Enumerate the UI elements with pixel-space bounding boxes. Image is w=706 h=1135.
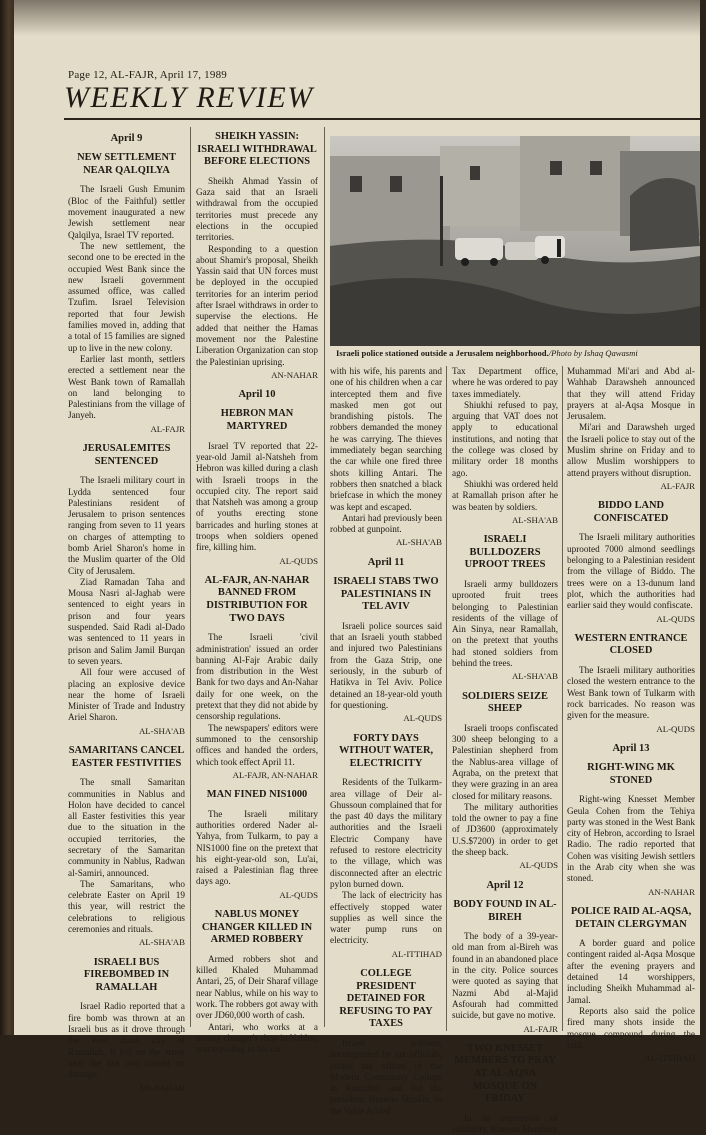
source-credit: AL-QUDS: [656, 723, 695, 734]
paragraph: The Israeli military authorities uprooted 7000 almond seedlings belonging to a Palestinian resident from the village of Biddo. The trees were on a 13-dunum land plot, which the authorities had earlier said they would confiscate.: [567, 532, 695, 611]
source-credit: AL-FAJR: [150, 423, 185, 434]
date-heading: April 10: [238, 389, 276, 401]
paragraph: Armed robbers shot and killed Khaled Muhammad Antari, 25, of Deir Sharaf village near Nablus, while on his way to work. The robbers got away with over JD60,000 worth of cash.: [196, 953, 318, 1021]
headline: NABLUS MONEY CHANGER KILLED IN ARMED ROBBERY: [201, 909, 313, 946]
paragraph: The lack of electricity has effectively stopped water supplies as well since the water pump runs on electricity.: [330, 890, 442, 946]
headline: COLLEGE PRESIDENT DETAINED FOR REFUSING TO PAY TAXES: [339, 968, 433, 1030]
source-credit: AL-QUDS: [403, 713, 442, 724]
paragraph: Israeli soldiers, accompanied by tax officials, raided the offices of the Modern Community College in Ramallah and led the president, Hussein Shiukhi, to the Value Added: [330, 1038, 442, 1116]
headline: SHEIKH YASSIN: ISRAELI WITHDRAWAL BEFORE ELECTIONS: [197, 131, 317, 168]
source-credit: AL-FAJR: [660, 480, 695, 491]
photo-caption: [336, 348, 706, 358]
binder-edge: [0, 0, 14, 1035]
source-credit: AL-ITTIHAD: [644, 1053, 695, 1064]
column-rule: [190, 127, 191, 1027]
headline: ISRAELI BUS FIREBOMBED IN RAMALLAH: [83, 956, 170, 993]
date-heading: April 13: [612, 742, 650, 754]
paragraph: The small Samaritan communities in Nablus and Holon have decided to cancel all Easter festivities this year due to the situation in the occupied territories, the secretary of the Samaritan community in Nablus, Radwan al-Samiri, announced.: [68, 777, 185, 878]
column-rule: [324, 127, 325, 1027]
paragraph: The Israeli military court in Lydda sentenced four Palestinians resident of Jerusalem to prison sentences ranging from seven to 11 years on charges of attempting to bomb Ariel Sharon's home in the Muslim quarter of the Old City of Jerusalem.: [68, 475, 185, 576]
paragraph: Israeli troops confiscated 300 sheep belonging to a Palestinian shepherd from the Nablus-area village of Aqraba, on the pretext that they were grazing in an area closed for military reasons.: [452, 722, 558, 801]
paragraph: The new settlement, the second one to be erected in the occupied West Bank since the new Israeli government assumed office, was called Tzufim. Israel Television reported that four Jewish families moved in, adding that a total of 15 families are signed up to live in the new colony.: [68, 240, 185, 353]
paragraph: Reports also said the police fired many shots inside the mosque compound during the raid.: [567, 1005, 695, 1050]
street-scene-photo: [330, 136, 700, 346]
column-rule: [446, 366, 447, 1031]
headline: RIGHT-WING MK STONED: [587, 762, 675, 786]
date-heading: April 12: [486, 879, 524, 891]
column-5: [567, 366, 695, 1072]
paragraph: Ziad Ramadan Taha and Mousa Nasri al-Jaghab were sentenced to eight years in prison and four years suspended. Said Radi al-Dado was sentenced to 11 years in prison and Salim Jamil Burqan to seven years.: [68, 576, 185, 666]
paragraph: Tax Department office, where he was ordered to pay taxes immediately.: [452, 366, 558, 399]
paragraph: The Israeli Gush Emunim (Bloc of the Faithful) settler movement inaugurated a new Jewish settlement near Qalqilya, Israel TV reported.: [68, 184, 185, 240]
folio-line: Page 12, AL-FAJR, April 17, 1989: [68, 69, 227, 81]
source-credit: AL-QUDS: [279, 555, 318, 566]
source-credit: AL-SHA'AB: [138, 725, 185, 736]
masthead-rule: [64, 118, 700, 120]
source-credit: AN-NAHAR: [648, 886, 695, 897]
paragraph: Shiukhi refused to pay, arguing that VAT does not apply to educational institutions, and noting that the college was closed by military order 18 months ago.: [452, 399, 558, 478]
paragraph: Israeli police sources said that an Israeli youth stabbed and injured two Palestinians from the Gaza Strip, one seriously, in the suburb of Hatikva in Tel Aviv. Police detained an 18-year-old youth for questioning.: [330, 620, 442, 710]
column-4: [452, 366, 558, 1135]
paragraph: Residents of the Tulkarm-area village of Deir al-Ghussoun complained that for the past 40 days the military authorities and the Israeli Electric Company have refused to restore electricity to the village, which was disconnected after an electric pylon burned down.: [330, 777, 442, 889]
paragraph: All four were accused of placing an explosive device near the home of Israeli Minister of Trade and Industry Ariel Sharon.: [68, 667, 185, 723]
source-credit: AL-QUDS: [656, 613, 695, 624]
page-shadow: [14, 0, 700, 40]
paragraph: Mi'ari and Darawsheh urged the Israeli police to stay out of the Muslim shrine on Friday and to allow Muslim worshippers to attend prayers without disruption.: [567, 422, 695, 478]
date-heading: April 11: [367, 556, 405, 568]
photo-credit: /Photo by Ishaq Qawasmi: [548, 348, 638, 358]
headline: JERUSALEMITES SENTENCED: [82, 443, 171, 467]
paragraph: Antari, who works at a money changer's shop in Nablus, was traveling in his car: [196, 1021, 318, 1055]
paragraph: Shiukhi was ordered held at Ramallah prison after he was beaten by soldiers.: [452, 478, 558, 512]
source-credit: AN-NAHAR: [138, 1082, 185, 1093]
source-credit: AL-SHA'AB: [511, 671, 558, 682]
paragraph: Right-wing Knesset Member Geula Cohen from the Tehiya party was stoned in the West Bank city of Hebron, according to Israel Radio. The radio reported that Cohen was visiting Jewish settlers in the Arab city when she was stoned.: [567, 794, 695, 884]
paragraph: Israel Radio reported that a fire bomb was thrown at an Israeli bus as it drove through the West Bank city of Ramallah. It fell on the street near the bus and caused no damage.: [68, 1001, 185, 1080]
headline: ISRAELI BULLDOZERS UPROOT TREES: [464, 534, 546, 571]
paragraph: Muhammad Mi'ari and Abd al-Wahhab Darawsheh announced that they will attend Friday prayers at al-Aqsa Mosque in Jerusalem.: [567, 366, 695, 422]
paragraph: A border guard and police contingent raided al-Aqsa Mosque after the evening prayers and detained 14 worshippers, including Sheikh Muhammad al-Jamal.: [567, 938, 695, 1005]
paragraph: Earlier last month, settlers erected a settlement near the West Bank town of Ramallah on land belonging to Palestinians from the village of Janyeh.: [68, 353, 185, 421]
paragraph: Israel TV reported that 22-year-old Jamil al-Natsheh from Hebron was killed during a clash with Israeli troops in the occupied city. The report said that Natsheh was among a group of youths erecting stone barricades and hurling stones at troops when soldiers opened fire, killing him.: [196, 440, 318, 553]
news-photo: [330, 136, 700, 346]
source-credit: AL-SHA'AB: [138, 937, 185, 948]
caption-text: Israeli police stationed outside a Jerusalem neighborhood.: [336, 348, 549, 358]
paragraph: Responding to a question about Shamir's proposal, Sheikh Yassin said that UN forces must be deployed in the occupied territories for an interim period after Israel withdraws in order to supervise the elections. He added that neither the Hamas movement nor the Palestine Liberation Organization can stop the Palestinian uprising.: [196, 243, 318, 367]
source-credit: AL-SHA'AB: [511, 514, 558, 525]
headline: POLICE RAID AL-AQSA, DETAIN CLERGYMAN: [570, 905, 692, 930]
paragraph: The Israeli military authorities closed the western entrance to the West Bank town of Tulkarm with rock barricades. No reason was given for the measure.: [567, 665, 695, 721]
paragraph: Israeli army bulldozers uprooted fruit trees belonging to Palestinian residents of the village of Ain Sinya, near Ramallah, on the pretext that youths had stoned soldiers from behind the trees.: [452, 578, 558, 669]
paragraph: with his wife, his parents and one of his children when a car intercepted them and five masked men got out brandishing pistols. The robbers demanded the money he was carrying. The thieves immediately began searching the car while one fired three shots killing Antari. The robbers then snatched a black briefcase in which the money was kept and escaped.: [330, 366, 442, 512]
column-rule: [562, 366, 563, 1031]
column-1: [68, 127, 185, 1102]
headline: BIDDO LAND CONFISCATED: [593, 500, 669, 524]
column-3: [330, 366, 442, 1117]
headline: FORTY DAYS WITHOUT WATER, ELECTRICITY: [338, 732, 434, 769]
source-credit: AL-ITTIHAD: [391, 948, 442, 959]
headline: MAN FINED NIS1000: [206, 789, 308, 801]
source-credit: AL-QUDS: [519, 860, 558, 871]
paragraph: Sheikh Ahmad Yassin of Gaza said that an Israeli withdrawal from the occupied territories must precede any elections in the occupied territories.: [196, 175, 318, 243]
headline: HEBRON MAN MARTYRED: [220, 408, 294, 433]
source-credit: AL-QUDS: [279, 889, 318, 900]
headline: BODY FOUND IN AL-BIREH: [453, 898, 557, 923]
headline: SAMARITANS CANCEL EASTER FESTIVITIES: [68, 745, 185, 769]
source-credit: AL-SHA'AB: [395, 537, 442, 548]
headline: NEW SETTLEMENT NEAR QALQILYA: [77, 152, 176, 176]
source-credit: AL-FAJR, AN-NAHAR: [232, 769, 318, 780]
paragraph: The newspapers' editors were summoned to the censorship offices and handed the orders, which took effect April 11.: [196, 722, 318, 767]
section-masthead: WEEKLY REVIEW: [64, 81, 314, 114]
paragraph: The Samaritans, who celebrate Easter on April 19 this year, will restrict the celebrations to religious ceremonies and rituals.: [68, 878, 185, 935]
column-2: [196, 127, 318, 1056]
date-heading: April 9: [110, 133, 143, 144]
source-credit: AL-FAJR: [523, 1023, 558, 1034]
paragraph: The body of a 39-year-old man from al-Bireh was found in an abandoned place in the city. Police sources were quoted as saying that Nazmi Abd al-Majid Asfourah had committed suicide, but gave no motive.: [452, 931, 558, 1021]
paragraph: The Israeli 'civil administration' issued an order banning Al-Fajr Arabic daily from distribution in the West Bank for two days and An-Nahar daily for one week, on the pretext that they did not abide by censorship regulations.: [196, 632, 318, 722]
headline: WESTERN ENTRANCE CLOSED: [574, 632, 688, 657]
paragraph: The Israeli military authorities ordered Nader al-Yahya, from Tulkarm, to pay a NIS1000 fine on the pretext that his eight-year-old son, Lu'ai, raised a Palestinian flag three days ago.: [196, 808, 318, 887]
headline: ISRAELI STABS TWO PALESTINIANS IN TEL AVIV: [333, 576, 439, 613]
paragraph: The military authorities told the owner to pay a fine of JD3600 (approximately U.S.$7200) in order to get the sheep back.: [452, 801, 558, 858]
headline: TWO KNESSET MEMBERS TO PRAY AT AL-AQSA MOSQUE ON FRIDAY: [454, 1042, 556, 1105]
paragraph: Antari had previously been robbed at gunpoint.: [330, 512, 442, 535]
headline: SOLDIERS SEIZE SHEEP: [462, 690, 548, 715]
headline: AL-FAJR, AN-NAHAR BANNED FROM DISTRIBUTION FOR TWO DAYS: [204, 574, 310, 624]
paragraph: In an expression of solidarity, Knesset Members: [452, 1112, 558, 1135]
source-credit: AN-NAHAR: [271, 369, 318, 380]
